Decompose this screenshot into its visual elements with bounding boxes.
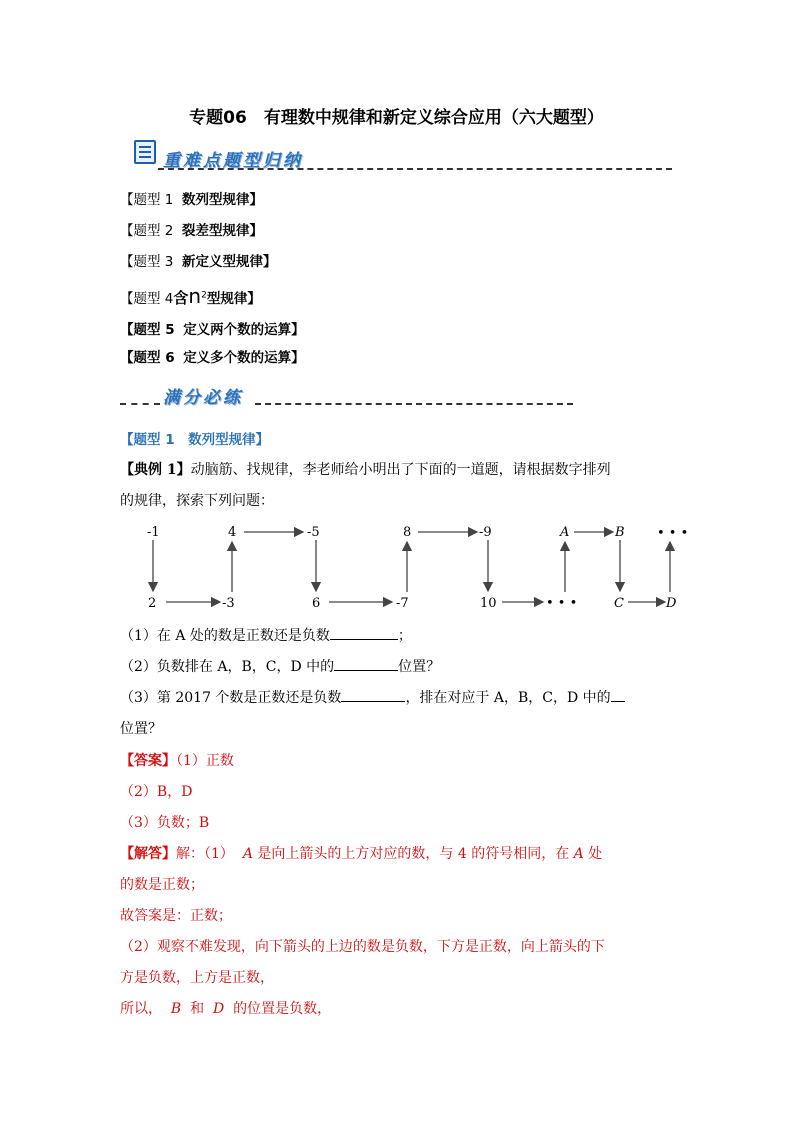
number-pattern-diagram	[120, 516, 690, 616]
toc-item-5: 【题型 5 定义两个数的运算】	[120, 322, 305, 338]
diagram-num-8: 8	[403, 525, 412, 540]
toc-item-4: 【题型 4含$n^2$型规律】	[120, 284, 261, 308]
answer-block: 【答案】（1）正数 （2）B，D （3）负数；B	[120, 753, 234, 831]
solution-block: 【解答】解：（1） A 是向上箭头的上方对应的数，与 4 的符号相同，在 A 处 的数是正数； 故答案是：正数； （2）观察不难发现，向下箭头的上边的数是负数，下方是正数，向上箭头的下 方是负数，上方是正数， 所以， B 和 D 的位置是负数，	[120, 846, 605, 1017]
diagram-label-c: C	[614, 596, 624, 611]
toc-item-6: 【题型 6 定义多个数的运算】	[120, 350, 305, 366]
type1-heading: 【题型 1 数列型规律】	[120, 432, 270, 448]
toc-item-3: 【题型 3 新定义型规律】	[120, 254, 277, 270]
diagram-num-neg9: -9	[479, 525, 492, 540]
diagram-label-d: D	[666, 596, 677, 611]
diagram-num-4: 4	[228, 525, 237, 540]
diagram-label-b: B	[615, 525, 625, 540]
section-divider	[158, 168, 672, 170]
diagram-num-10: 10	[480, 596, 497, 611]
toc-item-1: 【题型 1 数列型规律】	[120, 192, 263, 208]
questions: （1）在 A 处的数是正数还是负数 ； （2）负数排在 A，B，C，D 中的 位置？ （3）第 2017 个数是正数还是负数 ，排在对应于 A，B，C，D 中的 位置？	[120, 625, 680, 740]
diagram-num-2: 2	[148, 596, 157, 611]
page-title: 专题06 有理数中规律和新定义综合应用（六大题型）	[189, 108, 604, 128]
diagram-num-neg1: -1	[147, 525, 160, 540]
section-heading-practice: 满分必练	[163, 388, 243, 408]
section-divider-left	[120, 403, 160, 405]
diagram-num-neg3: -3	[222, 596, 235, 611]
toc-item-2: 【题型 2 裂差型规律】	[120, 223, 263, 239]
diagram-dots: • • •	[546, 596, 578, 611]
diagram-num-neg5: -5	[307, 525, 320, 540]
section-heading-key-types: 重难点题型归纳	[163, 151, 303, 171]
diagram-label-a: A	[560, 525, 570, 540]
section-divider-right	[255, 403, 573, 405]
diagram-dots-end: • • •	[657, 526, 689, 541]
document-icon	[134, 140, 156, 164]
diagram-num-neg7: -7	[396, 596, 409, 611]
example-statement: 【典例 1】动脑筋、找规律，李老师给小明出了下面的一道题，请根据数字排列 的规律，探索下列问题：	[120, 462, 611, 509]
diagram-num-6: 6	[312, 596, 321, 611]
